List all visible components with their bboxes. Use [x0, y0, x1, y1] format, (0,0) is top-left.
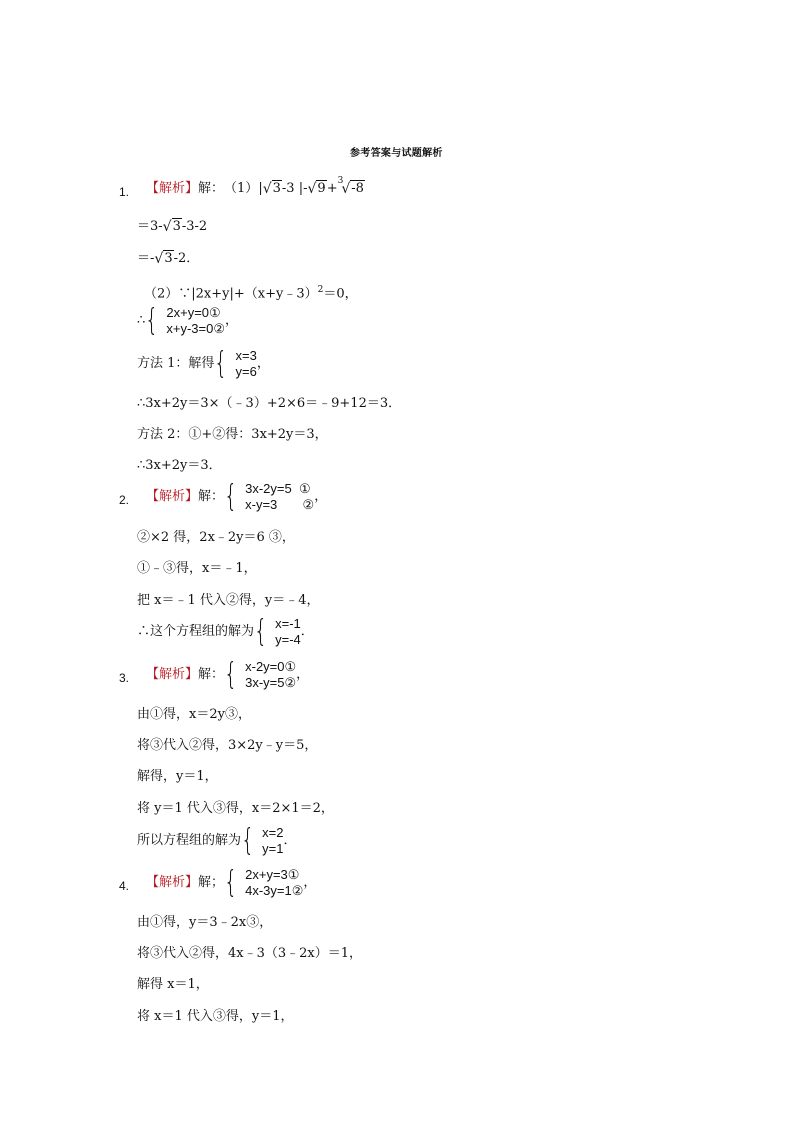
- equation-line: y=-4: [275, 632, 301, 647]
- radicand: 3: [164, 251, 173, 266]
- left-brace-icon: {: [224, 479, 238, 514]
- p1-line1: [146, 176, 365, 197]
- equation-line: x=3: [235, 348, 257, 363]
- problem-number-2: 2.: [119, 493, 130, 507]
- radicand: -8: [351, 181, 364, 196]
- sqrt-9: √ 9: [307, 181, 326, 197]
- p4-header: [146, 867, 316, 899]
- radicand: 3: [172, 219, 181, 234]
- p1-calc: ∴3x+2y＝3×（﹣3）+2×6＝﹣9+12＝3．: [137, 396, 402, 411]
- term: （2）∵|2x+y|+（x+y﹣3）: [144, 286, 318, 302]
- p1-part2: [144, 282, 358, 302]
- conclusion-label: 所以方程组的解为: [137, 833, 242, 848]
- term: ＝-: [137, 250, 155, 266]
- equation-line: x=-1: [275, 616, 301, 631]
- equation-line: 2x+y=0①: [166, 305, 221, 320]
- p1-line2: [137, 218, 207, 235]
- solution-system: [254, 616, 301, 648]
- solution-label: 解；: [198, 875, 225, 890]
- p4-step2: 将③代入②得，4x﹣3（3﹣2x）＝1，: [137, 946, 363, 961]
- radicand: 9: [317, 181, 326, 196]
- root-index: 3: [337, 176, 344, 186]
- punct: ．: [283, 833, 297, 848]
- radicand: 3: [272, 181, 281, 196]
- equation-system: [224, 481, 314, 513]
- equation-system: [145, 305, 225, 337]
- part1-label: （1）: [224, 180, 259, 196]
- equation-line: y=6: [235, 364, 257, 379]
- solution-label: 解：: [198, 180, 225, 196]
- p1-line3: [137, 250, 199, 267]
- problem-number-1: 1.: [119, 185, 130, 199]
- problem-number-3: 3.: [119, 671, 130, 685]
- sqrt-3: √ 3: [162, 219, 181, 235]
- p1-final: ∴3x+2y＝3．: [137, 458, 222, 473]
- left-brace-icon: {: [145, 303, 159, 338]
- p3-step4: 将 y＝1 代入③得，x＝2×1＝2，: [137, 801, 334, 816]
- solution-system: [214, 348, 256, 380]
- term: +: [326, 180, 338, 196]
- p1-method2: 方法 2：①+②得：3x+2y＝3，: [137, 427, 328, 442]
- method-label: 方法 1：解得: [137, 356, 215, 371]
- p4-step4: 将 x＝1 代入③得，y＝1，: [137, 1009, 294, 1024]
- analysis-tag: 【解析】: [146, 875, 199, 890]
- p2-step3: 把 x＝﹣1 代入②得，y＝﹣4，: [137, 593, 320, 608]
- cbrt-neg8: 3 √ -8: [338, 180, 365, 197]
- term: ＝0，: [323, 286, 358, 302]
- solution-system: [241, 825, 283, 857]
- term: -: [303, 180, 308, 196]
- p2-step1: ②×2 得，2x﹣2y＝6 ③，: [137, 530, 295, 545]
- conclusion-label: ∴这个方程组的解为: [137, 624, 255, 639]
- left-brace-icon: {: [224, 865, 238, 900]
- solution-label: 解：: [198, 489, 225, 504]
- p4-step1: 由①得，y＝3﹣2x③，: [137, 915, 273, 930]
- left-brace-icon: {: [224, 657, 238, 692]
- problem-number-4: 4.: [119, 879, 130, 893]
- left-brace-icon: {: [254, 614, 268, 649]
- punct: ，: [256, 356, 270, 371]
- p3-header: [146, 659, 309, 691]
- p3-step2: 将③代入②得，3×2y﹣y＝5，: [137, 738, 318, 753]
- equation-system: [224, 867, 303, 899]
- equation-system: [224, 659, 296, 691]
- sqrt-3: √ 3: [262, 181, 281, 197]
- equation-line: x+y-3=0②: [166, 321, 226, 336]
- therefore-symbol: ∴: [137, 313, 146, 328]
- equation-line: 2x+y=3①: [245, 867, 300, 882]
- term: -3 |: [281, 180, 304, 196]
- p2-conclusion: [137, 616, 314, 648]
- punct: ，: [314, 489, 328, 504]
- sqrt-3: √ 3: [154, 251, 173, 267]
- abs-bar: |: [258, 180, 263, 196]
- equation-line: 4x-3y=1②: [245, 883, 304, 898]
- punct: ，: [225, 313, 239, 328]
- p1-method1: [137, 348, 270, 380]
- p2-step2: ①﹣③得，x＝﹣1，: [137, 561, 257, 576]
- left-brace-icon: {: [214, 346, 228, 381]
- term: -3-2: [181, 218, 208, 234]
- analysis-tag: 【解析】: [146, 667, 199, 682]
- solution-label: 解：: [198, 667, 225, 682]
- term: -2．: [173, 250, 200, 266]
- p1-system: [137, 305, 238, 337]
- p3-conclusion: [137, 825, 296, 857]
- equation-line: x-2y=0①: [245, 659, 297, 674]
- equation-line: x-y=3 ②: [245, 497, 315, 512]
- punct: ，: [303, 875, 317, 890]
- punct: ，: [296, 667, 310, 682]
- punct: ．: [300, 624, 314, 639]
- equation-line: y=1: [262, 841, 284, 856]
- p4-step3: 解得 x＝1，: [137, 977, 209, 992]
- p3-step1: 由①得，x＝2y③，: [137, 707, 251, 722]
- equation-line: x=2: [262, 825, 284, 840]
- left-brace-icon: {: [241, 823, 255, 858]
- term: ＝3-: [137, 218, 163, 234]
- equation-line: 3x-2y=5 ①: [245, 481, 311, 496]
- equation-line: 3x-y=5②: [245, 675, 297, 690]
- exponent: 2: [317, 285, 324, 295]
- p3-step3: 解得，y＝1，: [137, 769, 218, 784]
- page-title: 参考答案与试题解析: [350, 148, 443, 159]
- analysis-tag: 【解析】: [146, 489, 199, 504]
- analysis-tag: 【解析】: [146, 180, 199, 196]
- p2-header: [146, 481, 327, 513]
